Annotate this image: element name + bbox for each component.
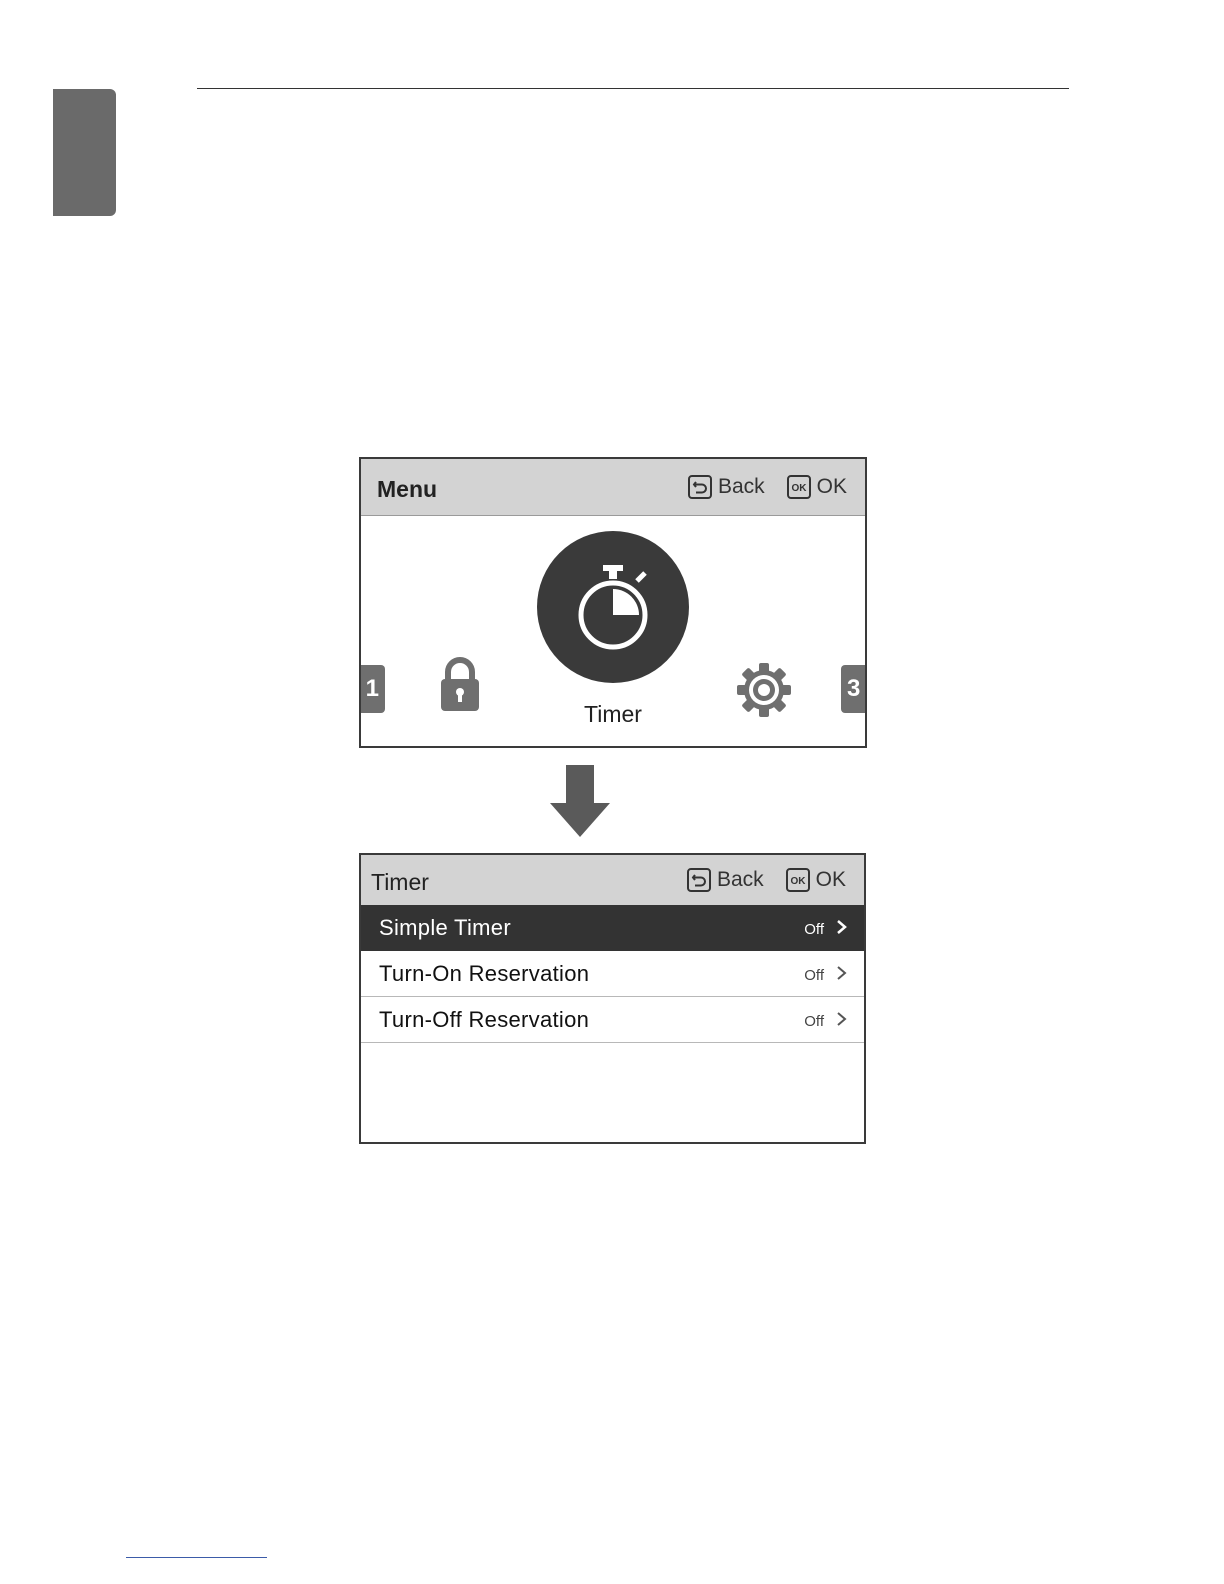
- header-rule: [197, 88, 1069, 89]
- list-item-turn-on-reservation[interactable]: [361, 951, 864, 997]
- footer-link-rule: [126, 1557, 267, 1558]
- ok-button[interactable]: OK: [815, 868, 846, 891]
- prev-page-indicator[interactable]: 1: [361, 665, 385, 713]
- timer-title: Timer: [371, 869, 429, 895]
- timer-icon[interactable]: [537, 531, 689, 683]
- back-icon[interactable]: [688, 475, 712, 499]
- list-item-label: Simple Timer: [379, 915, 511, 940]
- list-item-value: Off: [804, 967, 824, 984]
- chevron-right-icon: [836, 965, 848, 986]
- chevron-right-icon: [836, 1011, 848, 1032]
- back-button[interactable]: Back: [716, 868, 764, 891]
- timer-screen: [359, 853, 866, 1144]
- down-arrow-icon: [550, 765, 610, 842]
- ok-icon-text: OK: [790, 876, 806, 887]
- timer-options-list: [361, 905, 864, 1043]
- selected-menu-label: Timer: [584, 701, 642, 727]
- chevron-right-icon: [836, 919, 848, 940]
- ok-icon-text: OK: [791, 483, 807, 494]
- menu-header-nav: [688, 475, 847, 499]
- back-icon[interactable]: [687, 868, 711, 892]
- ok-button[interactable]: OK: [816, 475, 847, 498]
- back-button[interactable]: Back: [717, 475, 765, 498]
- menu-screen: [359, 457, 867, 748]
- menu-carousel: [361, 517, 865, 746]
- list-item-value: Off: [804, 1013, 824, 1030]
- list-item-label: Turn-On Reservation: [379, 961, 590, 986]
- ok-icon[interactable]: [786, 868, 810, 892]
- list-item-turn-off-reservation[interactable]: [361, 997, 864, 1043]
- list-item-value: Off: [804, 921, 824, 938]
- menu-header: [361, 459, 865, 516]
- list-item-label: Turn-Off Reservation: [379, 1007, 590, 1032]
- next-page-indicator[interactable]: 3: [841, 665, 865, 713]
- timer-header-nav: [687, 868, 846, 892]
- list-item-simple-timer[interactable]: [361, 905, 864, 951]
- chapter-tab: [53, 89, 116, 216]
- ok-icon[interactable]: [787, 475, 811, 499]
- menu-title: Menu: [377, 476, 438, 502]
- timer-header: [361, 855, 864, 905]
